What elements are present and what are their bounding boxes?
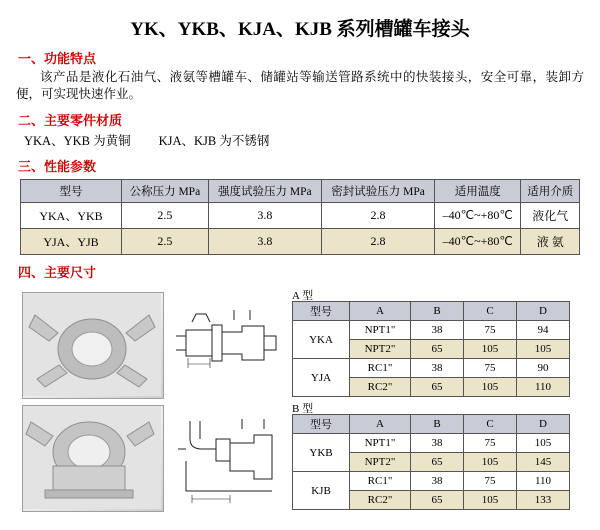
table-row [293, 472, 570, 491]
cell-d: 110 [517, 378, 570, 397]
cell-model: YKB [293, 434, 350, 472]
cell-b: 38 [411, 359, 464, 378]
cell-a: RC2" [350, 378, 411, 397]
cell-c: 105 [464, 491, 517, 510]
type-b-table [292, 414, 570, 510]
cell-medium: 液 氨 [521, 229, 580, 255]
table-row [21, 229, 580, 255]
cell-d: 105 [517, 340, 570, 359]
col-header-d: D [517, 415, 570, 434]
cell-d: 110 [517, 472, 570, 491]
col-header-model: 型号 [21, 180, 122, 203]
col-header-medium: 适用介质 [521, 180, 580, 203]
cell-model: YJA、YJB [21, 229, 122, 255]
cell-temperature: –40℃~+80℃ [435, 203, 521, 229]
product-photo-type-a [22, 292, 164, 399]
technical-drawing-type-a [172, 292, 282, 397]
cell-b: 65 [411, 491, 464, 510]
table-header-row [21, 180, 580, 203]
cell-model: YKA、YKB [21, 203, 122, 229]
datasheet-page [0, 14, 600, 530]
cell-a: RC1" [350, 359, 411, 378]
material-line-b: KJA、KJB 为不锈钢 [158, 134, 270, 148]
technical-drawing-type-b [172, 405, 282, 510]
table-header-row [293, 302, 570, 321]
product-photo-type-b [22, 405, 164, 512]
cell-a: NPT2" [350, 340, 411, 359]
cell-medium: 液化气 [521, 203, 580, 229]
section-2-heading: 二、主要零件材质 [18, 113, 123, 128]
cell-strength-test: 3.8 [208, 229, 321, 255]
cell-c: 75 [464, 434, 517, 453]
type-a-table [292, 301, 570, 397]
col-header-a: A [350, 302, 411, 321]
col-header-seal-test: 密封试验压力 MPa [321, 180, 434, 203]
drawing-b-graphic [172, 405, 282, 510]
col-header-d: D [517, 302, 570, 321]
table-row [293, 434, 570, 453]
cell-a: RC2" [350, 491, 411, 510]
section-4-heading: 四、主要尺寸 [18, 265, 97, 280]
cell-b: 38 [411, 321, 464, 340]
coupling-photo-a-graphic [23, 293, 161, 396]
drawing-a-graphic [172, 292, 282, 397]
cell-seal-test: 2.8 [321, 229, 434, 255]
col-header-b: B [411, 415, 464, 434]
cell-c: 105 [464, 453, 517, 472]
col-header-a: A [350, 415, 411, 434]
performance-table [20, 179, 580, 255]
cell-c: 75 [464, 359, 517, 378]
table-row [293, 359, 570, 378]
cell-model: KJB [293, 472, 350, 510]
cell-b: 65 [411, 378, 464, 397]
cell-b: 38 [411, 472, 464, 491]
cell-nominal-pressure: 2.5 [122, 203, 209, 229]
cell-d: 133 [517, 491, 570, 510]
cell-d: 90 [517, 359, 570, 378]
cell-c: 75 [464, 472, 517, 491]
type-a-label: A 型 [292, 290, 314, 302]
table-row [21, 203, 580, 229]
col-header-model: 型号 [293, 302, 350, 321]
cell-b: 65 [411, 340, 464, 359]
col-header-c: C [464, 302, 517, 321]
col-header-strength-test: 强度试验压力 MPa [208, 180, 321, 203]
material-line-a: YKA、YKB 为黄铜 [24, 134, 131, 148]
cell-strength-test: 3.8 [208, 203, 321, 229]
page-title: YK、YKB、KJA、KJB 系列槽罐车接头 [130, 19, 470, 40]
col-header-nominal-pressure: 公称压力 MPa [122, 180, 209, 203]
cell-nominal-pressure: 2.5 [122, 229, 209, 255]
section-1-body: 该产品是液化石油气、液氨等槽罐车、储罐站等输送管路系统中的快装接头，安全可靠，装卸方便，可实现快速作业。 [16, 70, 584, 101]
cell-a: NPT1" [350, 434, 411, 453]
table-row [293, 321, 570, 340]
section-3-heading: 三、性能参数 [18, 159, 97, 174]
cell-c: 105 [464, 378, 517, 397]
cell-c: 75 [464, 321, 517, 340]
cell-b: 65 [411, 453, 464, 472]
table-header-row [293, 415, 570, 434]
cell-c: 105 [464, 340, 517, 359]
col-header-c: C [464, 415, 517, 434]
cell-a: RC1" [350, 472, 411, 491]
col-header-temperature: 适用温度 [435, 180, 521, 203]
cell-a: NPT1" [350, 321, 411, 340]
cell-model: YKA [293, 321, 350, 359]
section-2-body [24, 131, 600, 149]
col-header-model: 型号 [293, 415, 350, 434]
cell-temperature: –40℃~+80℃ [435, 229, 521, 255]
cell-seal-test: 2.8 [321, 203, 434, 229]
cell-b: 38 [411, 434, 464, 453]
cell-d: 94 [517, 321, 570, 340]
coupling-photo-b-graphic [23, 406, 161, 509]
cell-a: NPT2" [350, 453, 411, 472]
section-1-heading: 一、功能特点 [18, 51, 97, 66]
cell-d: 105 [517, 434, 570, 453]
cell-d: 145 [517, 453, 570, 472]
cell-model: YJA [293, 359, 350, 397]
type-b-label: B 型 [292, 403, 314, 415]
col-header-b: B [411, 302, 464, 321]
